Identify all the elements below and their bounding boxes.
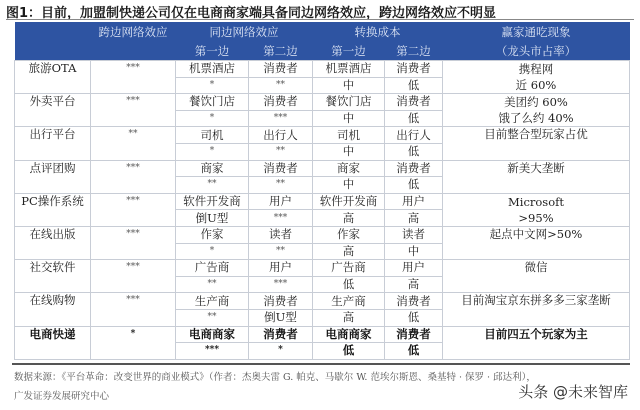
cell-cross: ***: [91, 160, 176, 193]
winner-line1: 微信: [524, 260, 548, 275]
winner-line1: 新美大垄断: [507, 160, 565, 175]
watermark: 头条 @未来智库: [518, 383, 628, 401]
cell-s2: 消费者: [249, 293, 313, 310]
header-winner: 赢家通吃现象: [443, 22, 630, 41]
cell-c2: 用户: [385, 260, 443, 277]
winner-line2: >95%: [518, 210, 554, 225]
cell-s2v: ***: [249, 210, 313, 227]
cell-s1: 软件开发商: [176, 193, 249, 210]
cell-winner: [443, 260, 630, 293]
cell-winner: [443, 94, 630, 127]
cell-s2v: **: [249, 243, 313, 260]
cell-c2: 消费者: [385, 160, 443, 177]
header-blank: [15, 41, 91, 61]
cell-name: 在线出版: [15, 226, 91, 259]
winner-line1: 目前整合型玩家占优: [484, 127, 588, 142]
cell-s2v: **: [249, 143, 313, 160]
cell-s2: 用户: [249, 193, 313, 210]
cell-cross: ***: [91, 293, 176, 326]
cell-name: 社交软件: [15, 260, 91, 293]
cell-c2v: 低: [385, 309, 443, 326]
cell-name: PC操作系统: [15, 193, 91, 226]
cell-s1v: *: [176, 110, 249, 127]
cell-c1: 机票酒店: [313, 61, 385, 78]
winner-line1: 目前淘宝京东拼多多三家垄断: [461, 293, 611, 308]
cell-s2: 出行人: [249, 127, 313, 144]
cell-name: 出行平台: [15, 127, 91, 160]
source-note-2: 广发证券发展研究中心: [14, 391, 110, 402]
header-side1: 第一边: [176, 41, 249, 61]
cell-name: 点评团购: [15, 160, 91, 193]
cell-cross: ***: [91, 193, 176, 226]
header-winner-sub: （龙头市占率）: [443, 41, 630, 61]
cell-c1: 生产商: [313, 293, 385, 310]
cell-cross: ***: [91, 260, 176, 293]
cell-c1: 商家: [313, 160, 385, 177]
cell-cross: **: [91, 127, 176, 160]
cell-s1: 广告商: [176, 260, 249, 277]
cell-s1v: **: [176, 309, 249, 326]
cell-s2v: ***: [249, 110, 313, 127]
cell-c1v: 中: [313, 110, 385, 127]
cell-c2v: 低: [385, 77, 443, 94]
cell-c1v: 高: [313, 309, 385, 326]
header-switch: 转换成本: [313, 22, 443, 41]
cell-s1: 机票酒店: [176, 61, 249, 78]
table-row: [15, 226, 630, 243]
cell-s2: 消费者: [249, 94, 313, 111]
cell-c1v: 中: [313, 177, 385, 194]
cell-c2: 消费者: [385, 293, 443, 310]
cell-c1v: 中: [313, 143, 385, 160]
cell-s2v: **: [249, 177, 313, 194]
source-note: 数据来源：《平台革命：改变世界的商业模式》（作者：杰奥夫雷 G. 帕克、马歇尔 W. 范埃尔斯恩、桑基特 · 保罗 · 邱达利），: [14, 372, 536, 383]
cell-c2: 出行人: [385, 127, 443, 144]
cell-s2: 消费者: [249, 160, 313, 177]
cell-s1: 司机: [176, 127, 249, 144]
cell-c1: 作家: [313, 226, 385, 243]
winner-line1: 美团约 60%: [504, 95, 568, 110]
cell-s1v: **: [176, 276, 249, 293]
cell-c2: 消费者: [385, 61, 443, 78]
cell-s1v: 倒U型: [176, 210, 249, 227]
cell-c2v: 高: [385, 210, 443, 227]
comparison-table: [14, 22, 630, 360]
cell-s2v: 倒U型: [249, 309, 313, 326]
table-row: [15, 326, 630, 343]
cell-winner: [443, 226, 630, 259]
cell-winner: [443, 193, 630, 226]
winner-line2: 近 60%: [515, 78, 557, 93]
cell-name: 外卖平台: [15, 94, 91, 127]
cell-c2v: 低: [385, 143, 443, 160]
cell-winner: [443, 293, 630, 326]
header-cross: 跨边网络效应: [91, 22, 176, 41]
header-blank: [15, 22, 91, 41]
footer-divider: [12, 363, 630, 365]
cell-winner: [443, 326, 630, 359]
cell-c1v: 高: [313, 243, 385, 260]
cell-s1: 作家: [176, 226, 249, 243]
cell-c2: 消费者: [385, 326, 443, 343]
cell-c2v: 中: [385, 243, 443, 260]
cell-s2v: *: [249, 343, 313, 360]
header-same: 同边网络效应: [176, 22, 313, 41]
cell-s1: 生产商: [176, 293, 249, 310]
cell-c1v: 低: [313, 276, 385, 293]
cell-c1: 电商商家: [313, 326, 385, 343]
cell-c1: 司机: [313, 127, 385, 144]
cell-c1v: 高: [313, 210, 385, 227]
cell-c2: 用户: [385, 193, 443, 210]
cell-s1v: ***: [176, 343, 249, 360]
table-row: [15, 260, 630, 277]
cell-s1: 商家: [176, 160, 249, 177]
header-side2: 第二边: [249, 41, 313, 61]
figure-title: 图1：目前，加盟制快递公司仅在电商商家端具备同边网络效应，跨边网络效应不明显: [6, 6, 497, 21]
cell-cross: ***: [91, 226, 176, 259]
cell-c2v: 低: [385, 177, 443, 194]
winner-line1: 携程网: [518, 62, 554, 77]
cell-name: 电商快递: [15, 326, 91, 359]
cell-cross: ***: [91, 94, 176, 127]
cell-s2: 读者: [249, 226, 313, 243]
table-row: [15, 61, 630, 78]
cell-s2v: ***: [249, 276, 313, 293]
cell-cross: ***: [91, 61, 176, 94]
cell-s2: 消费者: [249, 61, 313, 78]
cell-c1v: 中: [313, 77, 385, 94]
cell-c2v: 高: [385, 276, 443, 293]
table-row: [15, 94, 630, 111]
cell-c1v: 低: [313, 343, 385, 360]
cell-name: 旅游OTA: [15, 61, 91, 94]
cell-s1: 电商商家: [176, 326, 249, 343]
cell-s2: 消费者: [249, 326, 313, 343]
title-divider: [6, 19, 634, 20]
cell-s2: 用户: [249, 260, 313, 277]
cell-c2: 消费者: [385, 94, 443, 111]
cell-s1: 餐饮门店: [176, 94, 249, 111]
header-blank: [91, 41, 176, 61]
cell-c1: 广告商: [313, 260, 385, 277]
cell-name: 在线购物: [15, 293, 91, 326]
cell-s2v: **: [249, 77, 313, 94]
table-row: [15, 160, 630, 177]
winner-line1: 目前四五个玩家为主: [484, 326, 588, 341]
cell-s1v: **: [176, 177, 249, 194]
cell-s1v: *: [176, 143, 249, 160]
cell-c1: 软件开发商: [313, 193, 385, 210]
cell-winner: [443, 160, 630, 193]
cell-s1v: *: [176, 243, 249, 260]
cell-c2: 读者: [385, 226, 443, 243]
cell-cross: *: [91, 326, 176, 359]
winner-line2: 饿了么约 40%: [498, 111, 574, 126]
table-row: [15, 193, 630, 210]
cell-s1v: *: [176, 77, 249, 94]
cell-c2v: 低: [385, 110, 443, 127]
cell-c1: 餐饮门店: [313, 94, 385, 111]
table-row: [15, 127, 630, 144]
table-row: [15, 293, 630, 310]
header-side2: 第二边: [385, 41, 443, 61]
header-side1: 第一边: [313, 41, 385, 61]
cell-c2v: 低: [385, 343, 443, 360]
cell-winner: [443, 127, 630, 160]
winner-line1: Microsoft: [507, 194, 565, 209]
winner-line1: 起点中文网>50%: [489, 226, 583, 241]
cell-winner: [443, 61, 630, 94]
